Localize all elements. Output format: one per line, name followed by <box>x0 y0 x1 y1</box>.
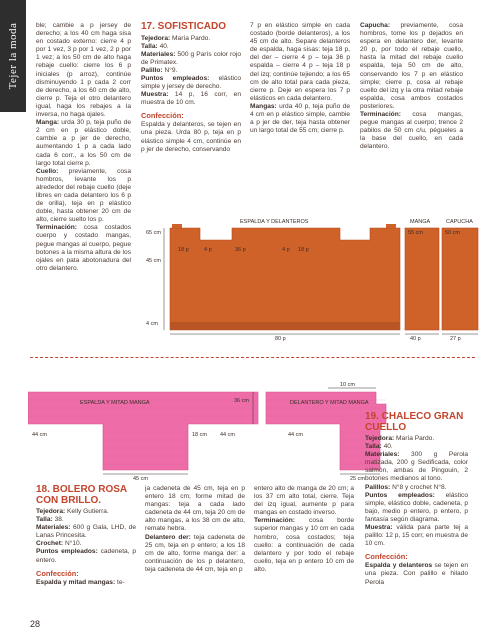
col5-line: Crochet: N°10. <box>36 540 82 548</box>
col7-text <box>254 485 354 615</box>
col3-text <box>250 22 350 212</box>
col6-delantero: Delantero der: teja cadeneta de 25 cm, teja en p entero; a los 18 cm de alto, forme manga der: a continuación de los p delantero, teja cadeneta de 44 cm, teja en p <box>145 533 245 573</box>
col8-line: Muestra: válida para parte tej a palillo: 12 p, 15 corr, en muestra de 10 cm. <box>365 524 468 548</box>
col2-line: Muestra: 14 p, 16 corr, en muestra de 10 cm. <box>141 91 241 107</box>
col2-confeccion-text: Espalda y delanteros, se tejen en una pieza. Urda 80 p, teja en p elástico simple 4 cm, continúe en p jer de derecho, conservando <box>141 121 241 153</box>
dim-65cm: 65 cm <box>146 230 161 236</box>
dim-4p-left: 4 p <box>204 247 212 253</box>
dim-25cm: 25 cm <box>350 476 365 482</box>
col4-terminacion: Terminación: cosa mangas, pegue mangas al cuerpo; trence 2 pabilos de 50 cm c/u, pégueles a la base del cuello, en cada delantero. <box>360 111 463 151</box>
col8-line: Puntos empleados: elástico simple, elástico doble, cadeneta, p bajo, medio p entero, p entero, p fantasía según diagrama. <box>365 491 468 523</box>
col8-line: Palillos: N°8 y crochet N°8. <box>365 483 447 491</box>
col2-line: Puntos empleados: elástico simple y jersey de derecho. <box>141 74 241 91</box>
dim-10cm: 10 cm <box>340 382 355 388</box>
hood-label: CAPUCHA <box>446 219 473 225</box>
col1-text <box>36 22 131 352</box>
back-label: ESPALDA Y DELANTEROS <box>240 219 309 225</box>
col1-paragraph: ble; cambie a p jersey de derecho; a los 40 cm haga sisa en costado externo: cierre 4 p por 1 vez, 3 p por 1 vez, 2 p por 1 vez; a los 50 cm de alto haga rebaje cuello: cierre los 6 p iniciales (p arroz), continúe disminuyendo 1 p cada 2 corr de derecho, a los 60 cm de alto, cierre p. Teja el otro delantero igual, haga los rebajes a la inversa, no haga ojales. <box>36 22 131 119</box>
col6-text <box>145 485 245 615</box>
col2-line: Tejedora: María Pardo. <box>141 34 211 42</box>
col5-text <box>36 485 136 615</box>
dim-45cm: 45 cm <box>146 258 161 264</box>
dim-44cm-center: 44 cm <box>220 432 235 438</box>
dim-80p: 80 p <box>275 336 286 342</box>
front-sleeve-label: DELANTERO Y MITAD MANGA <box>290 400 369 406</box>
sleeve-label: MANGA <box>410 219 431 225</box>
dim-45cm: 45 cm <box>133 476 148 482</box>
col2-confeccion-title: Confección: <box>141 111 184 121</box>
col4-text <box>360 22 463 212</box>
dim-4p-right: 4 p <box>282 247 290 253</box>
col3-paragraph: 7 p en elástico simple en cada costado (borde delanteros), a los 45 cm de alto. Separe delanteros de espalda, haga sisas: teja 18 p, del der – cierre 4 p – teja 36 p espalda – cierre 4 p – teja 18 p del izq; continúe tejiendo; a los 65 cm de alto total para cada pieza, cierre p. Deje en espera los 7 p elásticos en cada delantero. <box>250 22 350 102</box>
dim-40p: 40 p <box>410 336 421 342</box>
col1-manga: Manga: urda 30 p, teja puño de 2 cm en p elástico doble, cambie a p jer de derecho, aumentando 1 p a cada lado cada 6 corr., a los 50 cm de largo total cierre p. <box>36 119 131 167</box>
dim-18cm: 18 cm <box>192 432 207 438</box>
col8-line: Tejedora: María Pardo. <box>365 435 435 442</box>
rib-band <box>170 322 400 330</box>
col4-capucha: Capucha: previamente, cosa hombros, tome los p dejados en espera en delantero der, levante 20 p, por todo el rebaje cuello, hasta la mitad del rebaje cuello espalda, teja 50 cm de alto, conservando los 7 p en elástico simple; cierre p, cosa al rebaje cuello del izq y la otra mitad rebaje espalda, cosa ambos costados posteriores. <box>360 22 463 110</box>
col2-line: Materiales: 500 g París color rojo de Primatex. <box>141 50 241 66</box>
dim-44cm-right: 44 cm <box>288 432 303 438</box>
col2-text <box>141 22 241 212</box>
dim-55cm: 55 cm <box>408 230 423 236</box>
col8-confeccion: Espalda y delanteros se tejen en una pieza. Con palillo e hilado Perola <box>365 562 468 586</box>
col8-line: Talla: 40. <box>365 443 393 451</box>
col5-line: Talla: 38. <box>36 516 64 524</box>
col5-line: Tejedora: Kelly Gutierra. <box>36 508 109 515</box>
dim-18p-right: 18 p <box>298 247 309 253</box>
pattern-19-title: 19. CHALECO GRAN CUELLO <box>365 412 464 433</box>
col5-line: Materiales: 600 g Gala, LHD, de Lanas Princesita. <box>36 524 136 540</box>
page-number: 28 <box>30 619 41 629</box>
col7-paragraph: entero alto de manga de 20 cm; a los 37 cm alto total, cierre. Teja del izq igual, aumente p para mangas en costado inverso. <box>254 485 354 517</box>
col7-terminacion: Terminación: cosa borde superior mangas y 10 cm en cada hombro, cosa costados; teja cuello: a continuación de cada delantero y por todo el rebaje cuello, teja en p entero 10 cm de alto. <box>254 517 354 573</box>
section-tab-label: Tejer la moda <box>7 22 19 90</box>
col3-mangas: Mangas: urda 40 p, teja puño de 4 cm en p elástico simple, cambie a p jer de der, teja hasta obtener un largo total de 55 cm; cierre p. <box>250 102 350 135</box>
back-sleeve-label: ESPALDA Y MITAD MANGA <box>80 400 150 406</box>
section-divider <box>30 357 475 358</box>
dim-44cm-left: 44 cm <box>32 432 47 438</box>
body-piece-shape <box>170 228 400 330</box>
col1-cuello: Cuello: previamente, cosa hombros, levante los p alrededor del rebaje cuello (deje libres en cada delantero los 6 p de orilla), teja en p elástico doble, hasta obtener 20 cm de alto, cierre suelto los p. <box>36 167 131 224</box>
collar-marker-left <box>172 224 182 228</box>
pattern-17-diagram <box>140 210 480 350</box>
collar-marker-right <box>386 224 396 228</box>
col8-text <box>365 412 468 624</box>
hood-piece-shape <box>442 228 478 330</box>
dim-18p-left: 18 p <box>178 247 189 253</box>
dim-4cm: 4 cm <box>146 321 158 327</box>
col5-line: Puntos empleados: cadeneta, p entero. <box>36 548 136 564</box>
col8-line: Materiales: 300 g Perola matizada, 200 g Sedificada, color salmón, ambas de Pingouin, 2 botones medianos al tono. <box>365 451 468 483</box>
col1-terminacion: Terminación: cosa costados cuerpo y costado mangas, pegue mangas al cuerpo, pegue botones a la misma altura de los ojales en pata abotonadura del otro delantero. <box>36 224 131 272</box>
dim-27p: 27 p <box>450 336 461 342</box>
pattern-18-title: 18. BOLERO ROSA CON BRILLO. <box>36 485 127 506</box>
col5-confeccion-title: Confección: <box>36 568 79 578</box>
dim-36p: 36 p <box>235 247 246 253</box>
col2-line: Palillo: N°9. <box>141 66 178 74</box>
col5-confeccion: Espalda y mitad mangas: te- <box>36 578 125 586</box>
section-tab <box>0 0 26 112</box>
col8-confeccion-title: Confección: <box>365 552 408 562</box>
col6-paragraph: ja cadeneta de 45 cm, teja en p entero 18 cm; forme mitad de mangas: teja a cada lado cadeneta de 44 cm, teja 20 cm de alto mangas, a los 38 cm de alto, remate hebra. <box>145 485 245 533</box>
pattern-17-title: 17. SOFISTICADO <box>141 22 227 32</box>
sleeve-piece-shape <box>405 228 439 330</box>
section-sidebar <box>0 0 26 640</box>
dim-50cm: 50 cm <box>445 230 460 236</box>
col2-line: Talla: 40. <box>141 42 169 50</box>
dim-36cm: 36 cm <box>234 398 249 404</box>
